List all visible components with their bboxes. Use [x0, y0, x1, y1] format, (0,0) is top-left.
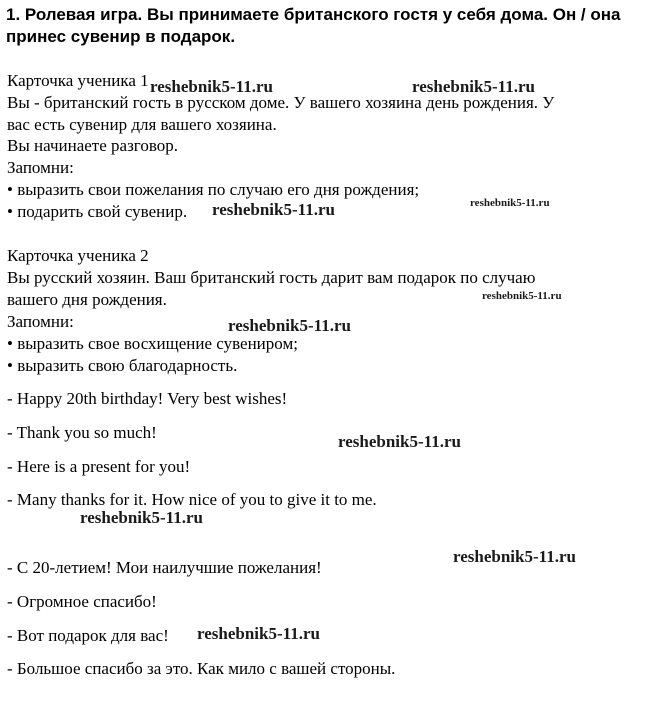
card1-remember: Запомни:	[7, 158, 74, 177]
card2-line-2: вашего дня рождения.	[7, 290, 167, 309]
dialogue-en-line-4: - Many thanks for it. How nice of you to give it to me.	[7, 490, 377, 509]
card2-bullet-2: • выразить свою благодарность.	[7, 356, 238, 375]
watermark: reshebnik5-11.ru	[470, 197, 550, 209]
watermark: reshebnik5-11.ru	[80, 508, 203, 527]
card1-line-3: Вы начинаете разговор.	[7, 136, 179, 155]
card1-bullet-1: • выразить свои пожелания по случаю его дня рождения;	[7, 180, 420, 199]
dialogue-ru-line-4: - Большое спасибо за это. Как мило с вашей стороны.	[7, 659, 396, 678]
card1-line-1: Вы - британский гость в русском доме. У вашего хозяина день рождения. У	[7, 93, 555, 112]
dialogue-ru-line-3: - Вот подарок для вас!	[7, 626, 169, 645]
card2-title: Карточка ученика 2	[7, 246, 149, 265]
card1-bullet-2: • подарить свой сувенир.	[7, 202, 188, 221]
watermark: reshebnik5-11.ru	[482, 290, 562, 302]
watermark: reshebnik5-11.ru	[150, 77, 273, 96]
watermark: reshebnik5-11.ru	[228, 316, 351, 335]
watermark: reshebnik5-11.ru	[338, 432, 461, 451]
dialogue-ru-line-2: - Огромное спасибо!	[7, 592, 157, 611]
card2-bullet-1: • выразить свое восхищение сувениром;	[7, 334, 298, 353]
dialogue-en-line-1: - Happy 20th birthday! Very best wishes!	[7, 389, 288, 408]
dialogue-en-line-2: - Thank you so much!	[7, 423, 157, 442]
dialogue-en-line-3: - Here is a present for you!	[7, 457, 191, 476]
card2-remember: Запомни:	[7, 312, 74, 331]
watermark: reshebnik5-11.ru	[212, 200, 335, 219]
card2-line-1: Вы русский хозяин. Ваш британский гость дарит вам подарок по случаю	[7, 268, 536, 287]
watermark: reshebnik5-11.ru	[197, 624, 320, 643]
watermark: reshebnik5-11.ru	[412, 77, 535, 96]
task-heading: 1. Ролевая игра. Вы принимаете британского гостя у себя дома. Он / она принес сувенир в подарок.	[6, 5, 621, 46]
card1-line-2: вас есть сувенир для вашего хозяина.	[7, 115, 277, 134]
dialogue-ru-line-1: - С 20-летием! Мои наилучшие пожелания!	[7, 558, 322, 577]
card1-title: Карточка ученика 1	[7, 71, 149, 90]
watermark: reshebnik5-11.ru	[453, 547, 576, 566]
